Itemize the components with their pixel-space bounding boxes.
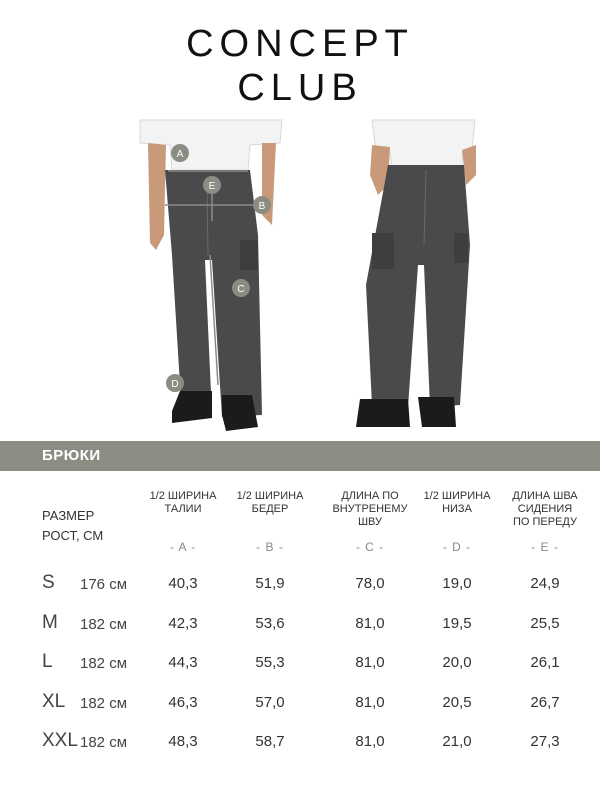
row-size: S	[42, 572, 55, 593]
table-cell: 81,0	[355, 654, 385, 671]
marker-b	[253, 196, 271, 214]
column-header-line: НИЗА	[442, 503, 472, 515]
table-cell: 25,5	[530, 614, 560, 632]
marker-d	[166, 374, 184, 392]
column-header-5	[497, 490, 593, 529]
brand-logo	[0, 22, 600, 110]
column-header-1	[135, 490, 231, 516]
section-title: БРЮКИ	[42, 447, 101, 464]
measurement-markers	[0, 115, 600, 440]
column-header-line: ПО ПЕРЕДУ	[513, 516, 577, 528]
column-letter-3: - C -	[355, 540, 385, 554]
brand-line-1: CONCEPT	[186, 23, 414, 65]
table-cell: 27,3	[530, 733, 560, 750]
table-cell: 42,3	[168, 614, 198, 632]
size-header-line-2: РОСТ, СМ	[42, 528, 104, 543]
column-header-line: ТАЛИИ	[164, 503, 202, 515]
table-row	[0, 691, 600, 721]
model-photos	[0, 115, 600, 440]
brand-line-2: CLUB	[237, 67, 363, 109]
marker-e	[203, 176, 221, 194]
section-header-bar	[0, 441, 600, 471]
table-cell: 81,0	[355, 614, 385, 632]
table-row	[0, 730, 600, 760]
column-header-line: 1/2 ШИРИНА	[236, 490, 304, 502]
marker-d-letter: D	[171, 379, 179, 390]
column-header-line: ШВУ	[357, 516, 383, 528]
table-cell: 58,7	[255, 733, 285, 750]
table-cell: 48,3	[168, 733, 198, 750]
row-size: XL	[42, 690, 66, 712]
table-cell: 44,3	[168, 654, 198, 671]
table-cell: 21,0	[442, 733, 472, 750]
size-header-line-1: РАЗМЕР	[42, 508, 95, 523]
table-cell: 51,9	[255, 575, 285, 592]
column-header-line: БЕДЕР	[251, 503, 289, 515]
table-cell: 20,0	[442, 654, 472, 671]
column-header-line: ДЛИНА ШВА	[512, 490, 578, 502]
marker-c-letter: C	[237, 284, 245, 295]
column-letter-4: - D -	[442, 540, 472, 554]
table-cell: 26,1	[530, 654, 560, 671]
table-cell: 19,5	[442, 614, 472, 632]
row-height: 182 см	[80, 655, 128, 672]
size-table	[0, 480, 600, 780]
marker-c	[232, 279, 250, 297]
column-header-3	[322, 490, 418, 529]
column-header-line: ВНУТРЕНЕМУ	[332, 503, 408, 515]
marker-a-letter: A	[176, 149, 184, 160]
table-cell: 26,7	[530, 693, 560, 711]
table-cell: 46,3	[168, 693, 198, 711]
table-cell: 78,0	[355, 575, 385, 592]
row-size: M	[42, 611, 58, 633]
column-header-4	[409, 490, 505, 516]
table-row	[0, 612, 600, 642]
column-header-line: ДЛИНА ПО	[341, 490, 399, 502]
column-letter-5: - E -	[531, 540, 559, 554]
row-height: 182 см	[80, 734, 128, 751]
row-height: 182 см	[80, 615, 128, 633]
table-row	[0, 572, 600, 602]
column-header-line: СИДЕНИЯ	[517, 503, 573, 515]
table-cell: 24,9	[530, 575, 560, 592]
column-header-line: 1/2 ШИРИНА	[423, 490, 491, 502]
table-cell: 40,3	[168, 575, 198, 592]
marker-e-letter: E	[208, 181, 216, 192]
row-size: L	[42, 651, 53, 672]
table-cell: 55,3	[255, 654, 285, 671]
row-height: 182 см	[80, 694, 128, 712]
table-row	[0, 651, 600, 681]
column-header-2	[222, 490, 318, 516]
column-letter-2: - B -	[256, 540, 284, 554]
column-header-line: 1/2 ШИРИНА	[149, 490, 217, 502]
table-cell: 19,0	[442, 575, 472, 592]
size-column-header	[42, 506, 103, 546]
table-cell: 57,0	[255, 693, 285, 711]
row-height: 176 см	[80, 576, 128, 593]
column-letter-1: - A -	[169, 540, 197, 554]
marker-b-letter: B	[258, 201, 266, 212]
table-cell: 20,5	[442, 693, 472, 711]
marker-a	[171, 144, 189, 162]
table-cell: 53,6	[255, 614, 285, 632]
table-cell: 81,0	[355, 693, 385, 711]
row-size: XXL	[42, 730, 78, 751]
table-cell: 81,0	[355, 733, 385, 750]
